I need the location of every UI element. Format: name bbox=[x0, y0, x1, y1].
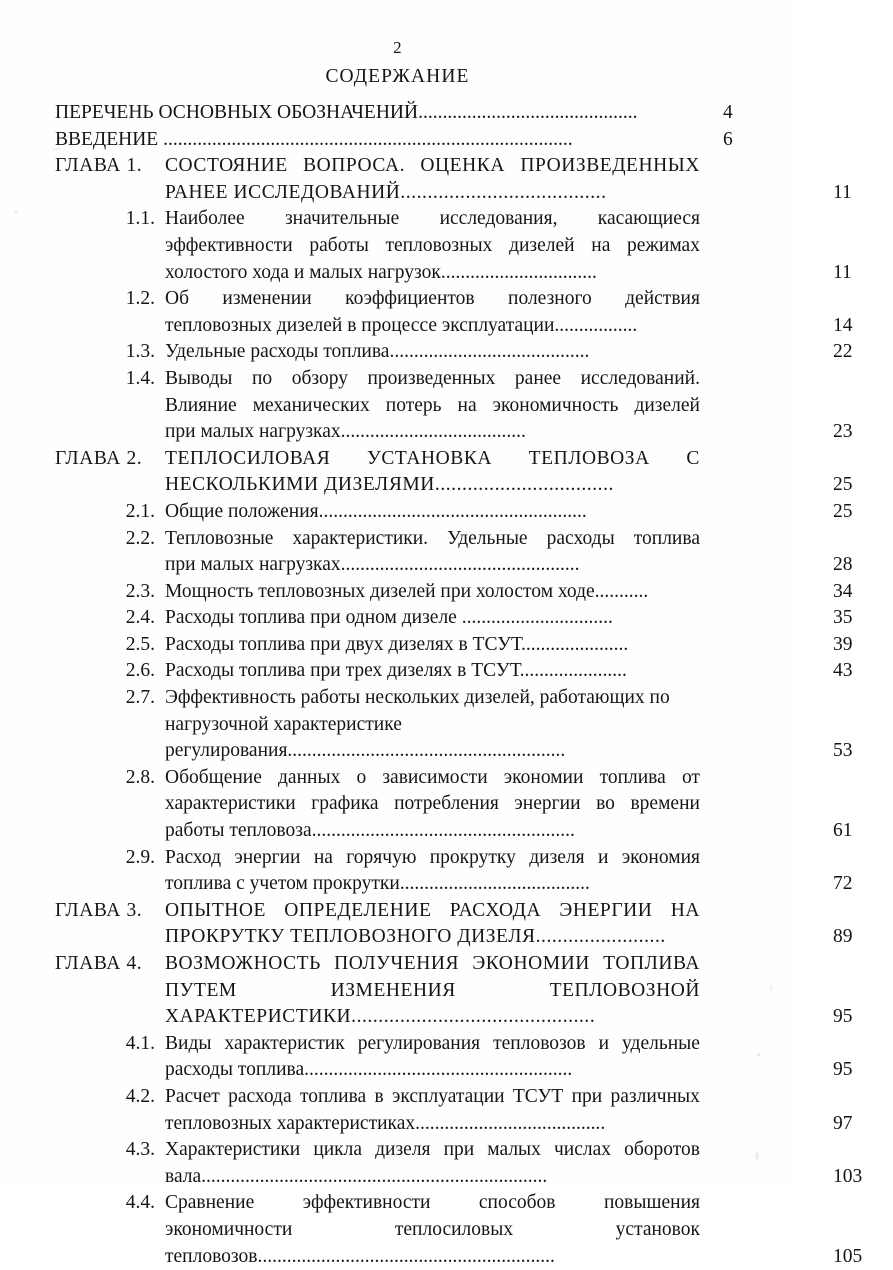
toc-section-number: 2.4. bbox=[125, 607, 155, 629]
toc-entry-text: ВВЕДЕНИЕ .................................................................................... bbox=[55, 128, 573, 150]
toc-page-number: 11 bbox=[833, 181, 852, 203]
toc-entry-text: Обобщение данных о зависимости экономии топлива от bbox=[165, 766, 700, 788]
toc-entry-text: Влияние механических потерь на экономичность дизелей bbox=[165, 394, 700, 416]
toc-line bbox=[165, 765, 745, 792]
toc-entry[interactable] bbox=[55, 1190, 863, 1270]
toc-entry-text: Наиболее значительные исследования, касающиеся bbox=[165, 208, 700, 230]
toc-entry-body bbox=[165, 1031, 853, 1084]
toc-section-number: 1.1. bbox=[125, 208, 155, 230]
toc-line bbox=[165, 845, 745, 872]
toc-entry-text: тепловозов............................................................. bbox=[165, 1245, 555, 1267]
toc-entry-body bbox=[165, 339, 853, 366]
toc-entry-text: Расчет расхода топлива в эксплуатации ТСУТ при различных bbox=[165, 1085, 700, 1107]
toc-entry-text: Эффективность работы нескольких дизелей, работающих по bbox=[165, 687, 670, 709]
scan-speck bbox=[770, 985, 772, 992]
toc-section-number: 4.1. bbox=[125, 1032, 155, 1054]
toc-line bbox=[165, 898, 745, 925]
toc-entry[interactable] bbox=[55, 446, 853, 499]
toc-entry[interactable] bbox=[55, 366, 853, 446]
toc-line bbox=[165, 446, 745, 473]
toc-page-number: 95 bbox=[833, 1059, 853, 1081]
toc-line bbox=[165, 1111, 853, 1138]
toc-section-number: 4.4. bbox=[125, 1192, 155, 1214]
toc-entry-text: Выводы по обзору произведенных ранее исследований. bbox=[165, 367, 700, 389]
toc-entry-text: при малых нагрузках...................................... bbox=[165, 421, 526, 443]
toc-page-number: 11 bbox=[833, 261, 852, 283]
toc-section-number: 2.7. bbox=[125, 687, 155, 709]
toc-line bbox=[165, 951, 745, 978]
toc-entry-text: работы тепловоза...................................................... bbox=[165, 820, 575, 842]
toc-chapter-label: ГЛАВА 1. bbox=[55, 155, 143, 177]
toc-page-number: 61 bbox=[833, 820, 853, 842]
toc-entry[interactable] bbox=[55, 153, 852, 206]
toc-entry-text: топлива с учетом прокрутки....................................... bbox=[165, 873, 590, 895]
toc-section-number: 1.4. bbox=[125, 367, 155, 389]
toc-entry-text: вала....................................................................... bbox=[165, 1165, 548, 1187]
toc-entry-body bbox=[165, 579, 853, 606]
toc-page-number: 6 bbox=[723, 128, 733, 150]
toc-page-number: 14 bbox=[833, 314, 853, 336]
toc-entry-text: Расход энергии на горячую прокрутку дизеля и экономия bbox=[165, 846, 700, 868]
toc-entry-text: Тепловозные характеристики. Удельные расходы топлива bbox=[165, 527, 700, 549]
toc-entry[interactable] bbox=[55, 685, 853, 765]
toc-line bbox=[55, 127, 745, 154]
toc-entry-body bbox=[55, 127, 745, 154]
toc-entry-text: при малых нагрузках................................................. bbox=[165, 554, 580, 576]
toc-line bbox=[165, 313, 853, 340]
toc-section-number: 2.6. bbox=[125, 660, 155, 682]
toc-line bbox=[165, 605, 853, 632]
scan-speck bbox=[755, 1152, 759, 1161]
toc-entry-body bbox=[165, 206, 852, 286]
toc-entry-text: холостого хода и малых нагрузок................................ bbox=[165, 261, 597, 283]
toc-entry[interactable] bbox=[55, 632, 853, 659]
toc-chapter-label: ГЛАВА 3. bbox=[55, 899, 143, 921]
toc-entry-text: тепловозных дизелей в процессе эксплуатации................. bbox=[165, 314, 638, 336]
toc-line bbox=[165, 286, 745, 313]
toc-section-number: 2.9. bbox=[125, 846, 155, 868]
toc-page-number: 97 bbox=[833, 1112, 853, 1134]
toc-line bbox=[165, 526, 745, 553]
toc-line bbox=[165, 1004, 853, 1031]
scan-speck bbox=[14, 210, 18, 213]
toc-page-number: 4 bbox=[723, 102, 733, 123]
toc-line bbox=[165, 1164, 863, 1191]
toc-page-number: 43 bbox=[833, 660, 853, 682]
toc-page-number: 35 bbox=[833, 607, 853, 629]
toc-entry[interactable] bbox=[55, 499, 853, 526]
toc-line bbox=[165, 579, 853, 606]
toc-entry[interactable] bbox=[55, 100, 745, 127]
toc-line bbox=[165, 978, 745, 1005]
toc-entry-body bbox=[165, 153, 852, 206]
toc-entry-body bbox=[165, 1137, 863, 1190]
toc-entry-body bbox=[165, 951, 853, 1031]
toc-entry-text: регулирования......................................................... bbox=[165, 740, 566, 762]
toc-section-number: 4.2. bbox=[125, 1085, 155, 1107]
toc-line bbox=[165, 791, 745, 818]
toc-entry[interactable] bbox=[55, 286, 853, 339]
toc-entry[interactable] bbox=[55, 206, 852, 286]
toc-entry[interactable] bbox=[55, 898, 853, 951]
toc-entry-text: ПРОКРУТКУ ТЕПЛОВОЗНОГО ДИЗЕЛЯ........................ bbox=[165, 926, 666, 948]
scan-speck bbox=[52, 148, 62, 150]
toc-line bbox=[165, 260, 852, 287]
toc-entry-body bbox=[165, 765, 853, 845]
toc-entry-text: ВОЗМОЖНОСТЬ ПОЛУЧЕНИЯ ЭКОНОМИИ ТОПЛИВА bbox=[165, 953, 700, 974]
toc-entry-text: ОПЫТНОЕ ОПРЕДЕЛЕНИЕ РАСХОДА ЭНЕРГИИ НА bbox=[165, 899, 700, 921]
toc-entry-text: нагрузочной характеристике bbox=[165, 713, 402, 735]
toc-line bbox=[165, 366, 745, 393]
toc-entry-text: Характеристики цикла дизеля при малых числах оборотов bbox=[165, 1139, 700, 1161]
toc-line bbox=[165, 632, 853, 659]
toc-line bbox=[165, 712, 745, 739]
page-folio-number: 2 bbox=[393, 38, 402, 57]
toc-entry-text: НЕСКОЛЬКИМИ ДИЗЕЛЯМИ................................. bbox=[165, 474, 614, 496]
toc-entry[interactable] bbox=[55, 845, 853, 898]
toc-page-number: 25 bbox=[833, 500, 853, 522]
toc-entry-text: ПУТЕМ ИЗМЕНЕНИЯ ТЕПЛОВОЗНОЙ bbox=[165, 979, 700, 1001]
toc-line bbox=[165, 1190, 745, 1217]
toc-entry[interactable] bbox=[55, 951, 853, 1031]
toc-line bbox=[55, 100, 745, 127]
toc-section-number: 1.2. bbox=[125, 288, 155, 310]
page-title: СОДЕРЖАНИЕ bbox=[325, 66, 470, 87]
toc-entry-text: Расходы топлива при двух дизелях в ТСУТ...................... bbox=[165, 633, 629, 655]
toc-entry-body bbox=[165, 499, 853, 526]
toc-line bbox=[165, 1084, 745, 1111]
toc-entry-text: Удельные расходы топлива......................................... bbox=[165, 341, 590, 363]
toc-line bbox=[165, 1217, 745, 1244]
toc-entry-text: Расходы топлива при трех дизелях в ТСУТ...................... bbox=[165, 660, 627, 682]
toc-entry-body bbox=[165, 685, 853, 765]
toc-page-number: 105 bbox=[833, 1245, 863, 1267]
toc-entry-body bbox=[165, 658, 853, 685]
toc-page-number: 28 bbox=[833, 554, 853, 576]
toc-page-number: 34 bbox=[833, 580, 853, 602]
toc-entry-text: Общие положения....................................................... bbox=[165, 500, 587, 522]
toc-chapter-label: ГЛАВА 2. bbox=[55, 447, 143, 469]
toc-line bbox=[165, 339, 853, 366]
toc-entry[interactable] bbox=[55, 339, 853, 366]
toc-entry-body bbox=[165, 898, 853, 951]
toc-section-number: 2.2. bbox=[125, 527, 155, 549]
toc-line bbox=[165, 1057, 853, 1084]
toc-page-number: 89 bbox=[833, 926, 853, 948]
toc-entry-body bbox=[165, 446, 853, 499]
toc-section-number: 2.5. bbox=[125, 633, 155, 655]
toc-chapter-label: ГЛАВА 4. bbox=[55, 953, 143, 974]
toc-entry-text: ХАРАКТЕРИСТИКИ............................................. bbox=[165, 1006, 596, 1028]
toc-entry-text: Расходы топлива при одном дизеле ............................... bbox=[165, 607, 613, 629]
toc-entry-body bbox=[165, 845, 853, 898]
toc-section-number: 4.3. bbox=[125, 1139, 155, 1161]
toc-entry-text: ПЕРЕЧЕНЬ ОСНОВНЫХ ОБОЗНАЧЕНИЙ............................................. bbox=[55, 102, 638, 123]
toc-line bbox=[165, 472, 853, 499]
scan-speck bbox=[757, 1053, 760, 1056]
toc-page-number: 72 bbox=[833, 873, 853, 895]
toc-line bbox=[165, 552, 853, 579]
toc-entry-text: ТЕПЛОСИЛОВАЯ УСТАНОВКА ТЕПЛОВОЗА С bbox=[165, 447, 700, 469]
toc-entry[interactable] bbox=[55, 127, 745, 154]
toc-line bbox=[165, 393, 745, 420]
toc-entry-body bbox=[165, 605, 853, 632]
toc-section-number: 2.1. bbox=[125, 500, 155, 522]
toc-entry-text: характеристики графика потребления энергии во времени bbox=[165, 793, 700, 815]
toc-line bbox=[165, 233, 745, 260]
toc-entry[interactable] bbox=[55, 579, 853, 606]
toc-entry[interactable] bbox=[55, 526, 853, 579]
toc-line bbox=[165, 871, 853, 898]
toc-entry-text: Виды характеристик регулирования тепловозов и удельные bbox=[165, 1032, 700, 1054]
toc-line bbox=[165, 685, 745, 712]
toc-entry-body bbox=[165, 526, 853, 579]
toc-entry-body bbox=[165, 1190, 863, 1270]
toc-page-number: 23 bbox=[833, 421, 853, 443]
toc-entry[interactable] bbox=[55, 765, 853, 845]
toc-line bbox=[165, 1244, 863, 1270]
toc-entry-text: РАНЕЕ ИССЛЕДОВАНИЙ...................................... bbox=[165, 181, 607, 203]
toc-line bbox=[165, 419, 853, 446]
toc-entry[interactable] bbox=[55, 605, 853, 632]
toc-section-number: 2.8. bbox=[125, 766, 155, 788]
toc-entry-text: расходы топлива....................................................... bbox=[165, 1059, 573, 1081]
toc-entry-text: Мощность тепловозных дизелей при холостом ходе........... bbox=[165, 580, 649, 602]
toc-entry-text: тепловозных характеристиках....................................... bbox=[165, 1112, 606, 1134]
toc-line bbox=[165, 206, 745, 233]
toc-line bbox=[165, 499, 853, 526]
toc-entry-text: Об изменении коэффициентов полезного действия bbox=[165, 288, 700, 310]
toc-entry-text: Сравнение эффективности способов повышения bbox=[165, 1192, 700, 1214]
table-of-contents bbox=[55, 100, 863, 1270]
toc-line bbox=[165, 153, 745, 180]
toc-page-number: 39 bbox=[833, 633, 853, 655]
toc-page-number: 53 bbox=[833, 740, 853, 762]
toc-line bbox=[165, 180, 852, 207]
toc-page-number: 22 bbox=[833, 341, 853, 363]
toc-line bbox=[165, 818, 853, 845]
toc-entry[interactable] bbox=[55, 658, 853, 685]
toc-page-number: 95 bbox=[833, 1006, 853, 1028]
toc-line bbox=[165, 924, 853, 951]
toc-line bbox=[165, 738, 853, 765]
toc-section-number: 1.3. bbox=[125, 341, 155, 363]
toc-page-number: 103 bbox=[833, 1165, 863, 1187]
toc-entry-body bbox=[165, 1084, 853, 1137]
toc-line bbox=[165, 1031, 745, 1058]
toc-line bbox=[165, 658, 853, 685]
toc-entry[interactable] bbox=[55, 1031, 853, 1084]
toc-entry[interactable] bbox=[55, 1084, 853, 1137]
toc-section-number: 2.3. bbox=[125, 580, 155, 602]
toc-entry-body bbox=[165, 632, 853, 659]
toc-page-number: 25 bbox=[833, 474, 853, 496]
toc-line bbox=[165, 1137, 745, 1164]
toc-entry-text: СОСТОЯНИЕ ВОПРОСА. ОЦЕНКА ПРОИЗВЕДЕННЫХ bbox=[165, 155, 700, 177]
toc-entry[interactable] bbox=[55, 1137, 863, 1190]
toc-entry-body bbox=[165, 366, 853, 446]
toc-entry-text: экономичности теплосиловых установок bbox=[165, 1218, 700, 1240]
toc-entry-text: эффективности работы тепловозных дизелей на режимах bbox=[165, 234, 700, 256]
toc-entry-body bbox=[165, 286, 853, 339]
toc-entry-body bbox=[55, 100, 745, 127]
